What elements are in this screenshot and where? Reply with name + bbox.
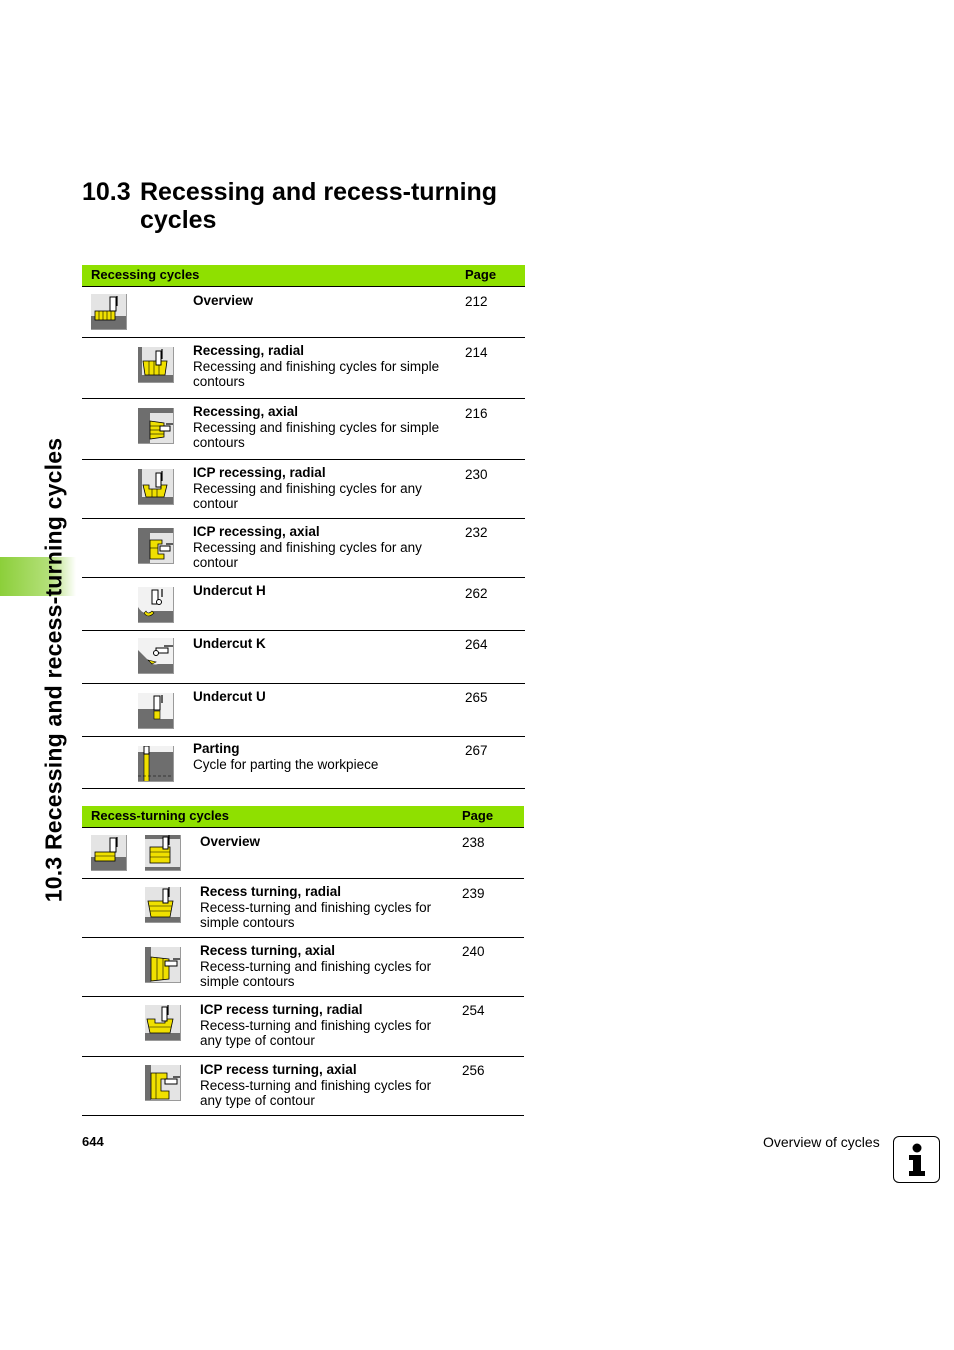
row-page-number: 232	[465, 525, 488, 540]
section-number: 10.3	[82, 178, 131, 206]
row-page-number: 267	[465, 743, 488, 758]
recess-radial-icon	[138, 469, 174, 505]
table-row	[82, 938, 524, 997]
table-row	[82, 879, 524, 938]
row-description: Recess-turning and finishing cycles for simple contours	[200, 958, 432, 989]
row-description: Recessing and finishing cycles for any contour	[193, 480, 422, 511]
table-header-title: Recessing cycles	[91, 267, 200, 282]
undercut-icon	[138, 693, 174, 729]
recess-radial-icon	[91, 294, 127, 330]
footer-section-label: Overview of cycles	[763, 1134, 880, 1150]
row-description: Cycle for parting the workpiece	[193, 756, 379, 772]
row-title: ICP recess turning, radial	[200, 1002, 363, 1017]
row-page-number: 262	[465, 586, 488, 601]
row-title: ICP recess turning, axial	[200, 1062, 357, 1077]
row-title: Recess turning, radial	[200, 884, 342, 899]
section-title: Recessing and recess-turning cycles	[140, 178, 498, 234]
recess-radial-icon	[145, 835, 181, 871]
table-row	[82, 460, 525, 519]
recess-radial-icon	[145, 1005, 181, 1041]
table-header	[82, 806, 524, 828]
row-page-number: 230	[465, 467, 488, 482]
recess-axial-icon	[138, 408, 174, 444]
recess-radial-icon	[138, 347, 174, 383]
row-page-number: 264	[465, 637, 488, 652]
recess-axial-icon	[145, 947, 181, 983]
row-title: Parting	[193, 741, 240, 756]
row-page-number: 240	[462, 944, 485, 959]
side-chapter-title: 10.3 Recessing and recess-turning cycles	[40, 437, 67, 903]
recess-radial-icon	[91, 835, 127, 871]
row-title: Undercut H	[193, 583, 266, 598]
table-header-title: Recess-turning cycles	[91, 808, 230, 823]
row-page-number: 265	[465, 690, 488, 705]
table-row	[82, 1057, 524, 1116]
row-page-number: 238	[462, 835, 485, 850]
table-row	[82, 828, 524, 879]
table-row	[82, 684, 525, 737]
row-description: Recessing and finishing cycles for simple contours	[193, 419, 440, 450]
row-title: Undercut K	[193, 636, 266, 651]
row-title: Overview	[193, 293, 254, 308]
row-description: Recess-turning and finishing cycles for any type of contour	[200, 1017, 432, 1048]
row-description: Recessing and finishing cycles for any contour	[193, 539, 422, 570]
row-description: Recess-turning and finishing cycles for any type of contour	[200, 1077, 432, 1108]
recess-turning-cycles-table	[82, 806, 524, 1116]
row-page-number: 212	[465, 294, 488, 309]
table-row	[82, 519, 525, 578]
parting-icon	[138, 746, 174, 782]
recess-radial-icon	[145, 887, 181, 923]
row-title: ICP recessing, radial	[193, 465, 326, 480]
table-header-page: Page	[462, 808, 494, 823]
table-row	[82, 338, 525, 399]
row-page-number: 216	[465, 406, 488, 421]
table-header-page: Page	[465, 267, 497, 282]
table-row	[82, 631, 525, 684]
table-header	[82, 265, 525, 287]
row-description: Recessing and finishing cycles for simple contours	[193, 358, 440, 389]
row-title: Recessing, axial	[193, 404, 299, 419]
row-page-number: 254	[462, 1003, 485, 1018]
undercut-icon	[138, 638, 174, 674]
info-icon	[893, 1136, 940, 1183]
row-page-number: 214	[465, 345, 488, 360]
table-row	[82, 737, 525, 789]
row-title: Recessing, radial	[193, 343, 305, 358]
row-title: ICP recessing, axial	[193, 524, 320, 539]
recess-axial-icon	[145, 1065, 181, 1101]
page-number: 644	[82, 1134, 104, 1149]
recess-axial-icon	[138, 528, 174, 564]
row-page-number: 256	[462, 1063, 485, 1078]
row-title: Recess turning, axial	[200, 943, 336, 958]
recessing-cycles-table	[82, 265, 525, 789]
table-row	[82, 287, 525, 338]
row-description: Recess-turning and finishing cycles for simple contours	[200, 899, 432, 930]
table-row	[82, 997, 524, 1057]
table-row	[82, 578, 525, 631]
row-title: Undercut U	[193, 689, 266, 704]
row-title: Overview	[200, 834, 261, 849]
undercut-icon	[138, 587, 174, 623]
table-row	[82, 399, 525, 460]
row-page-number: 239	[462, 886, 485, 901]
